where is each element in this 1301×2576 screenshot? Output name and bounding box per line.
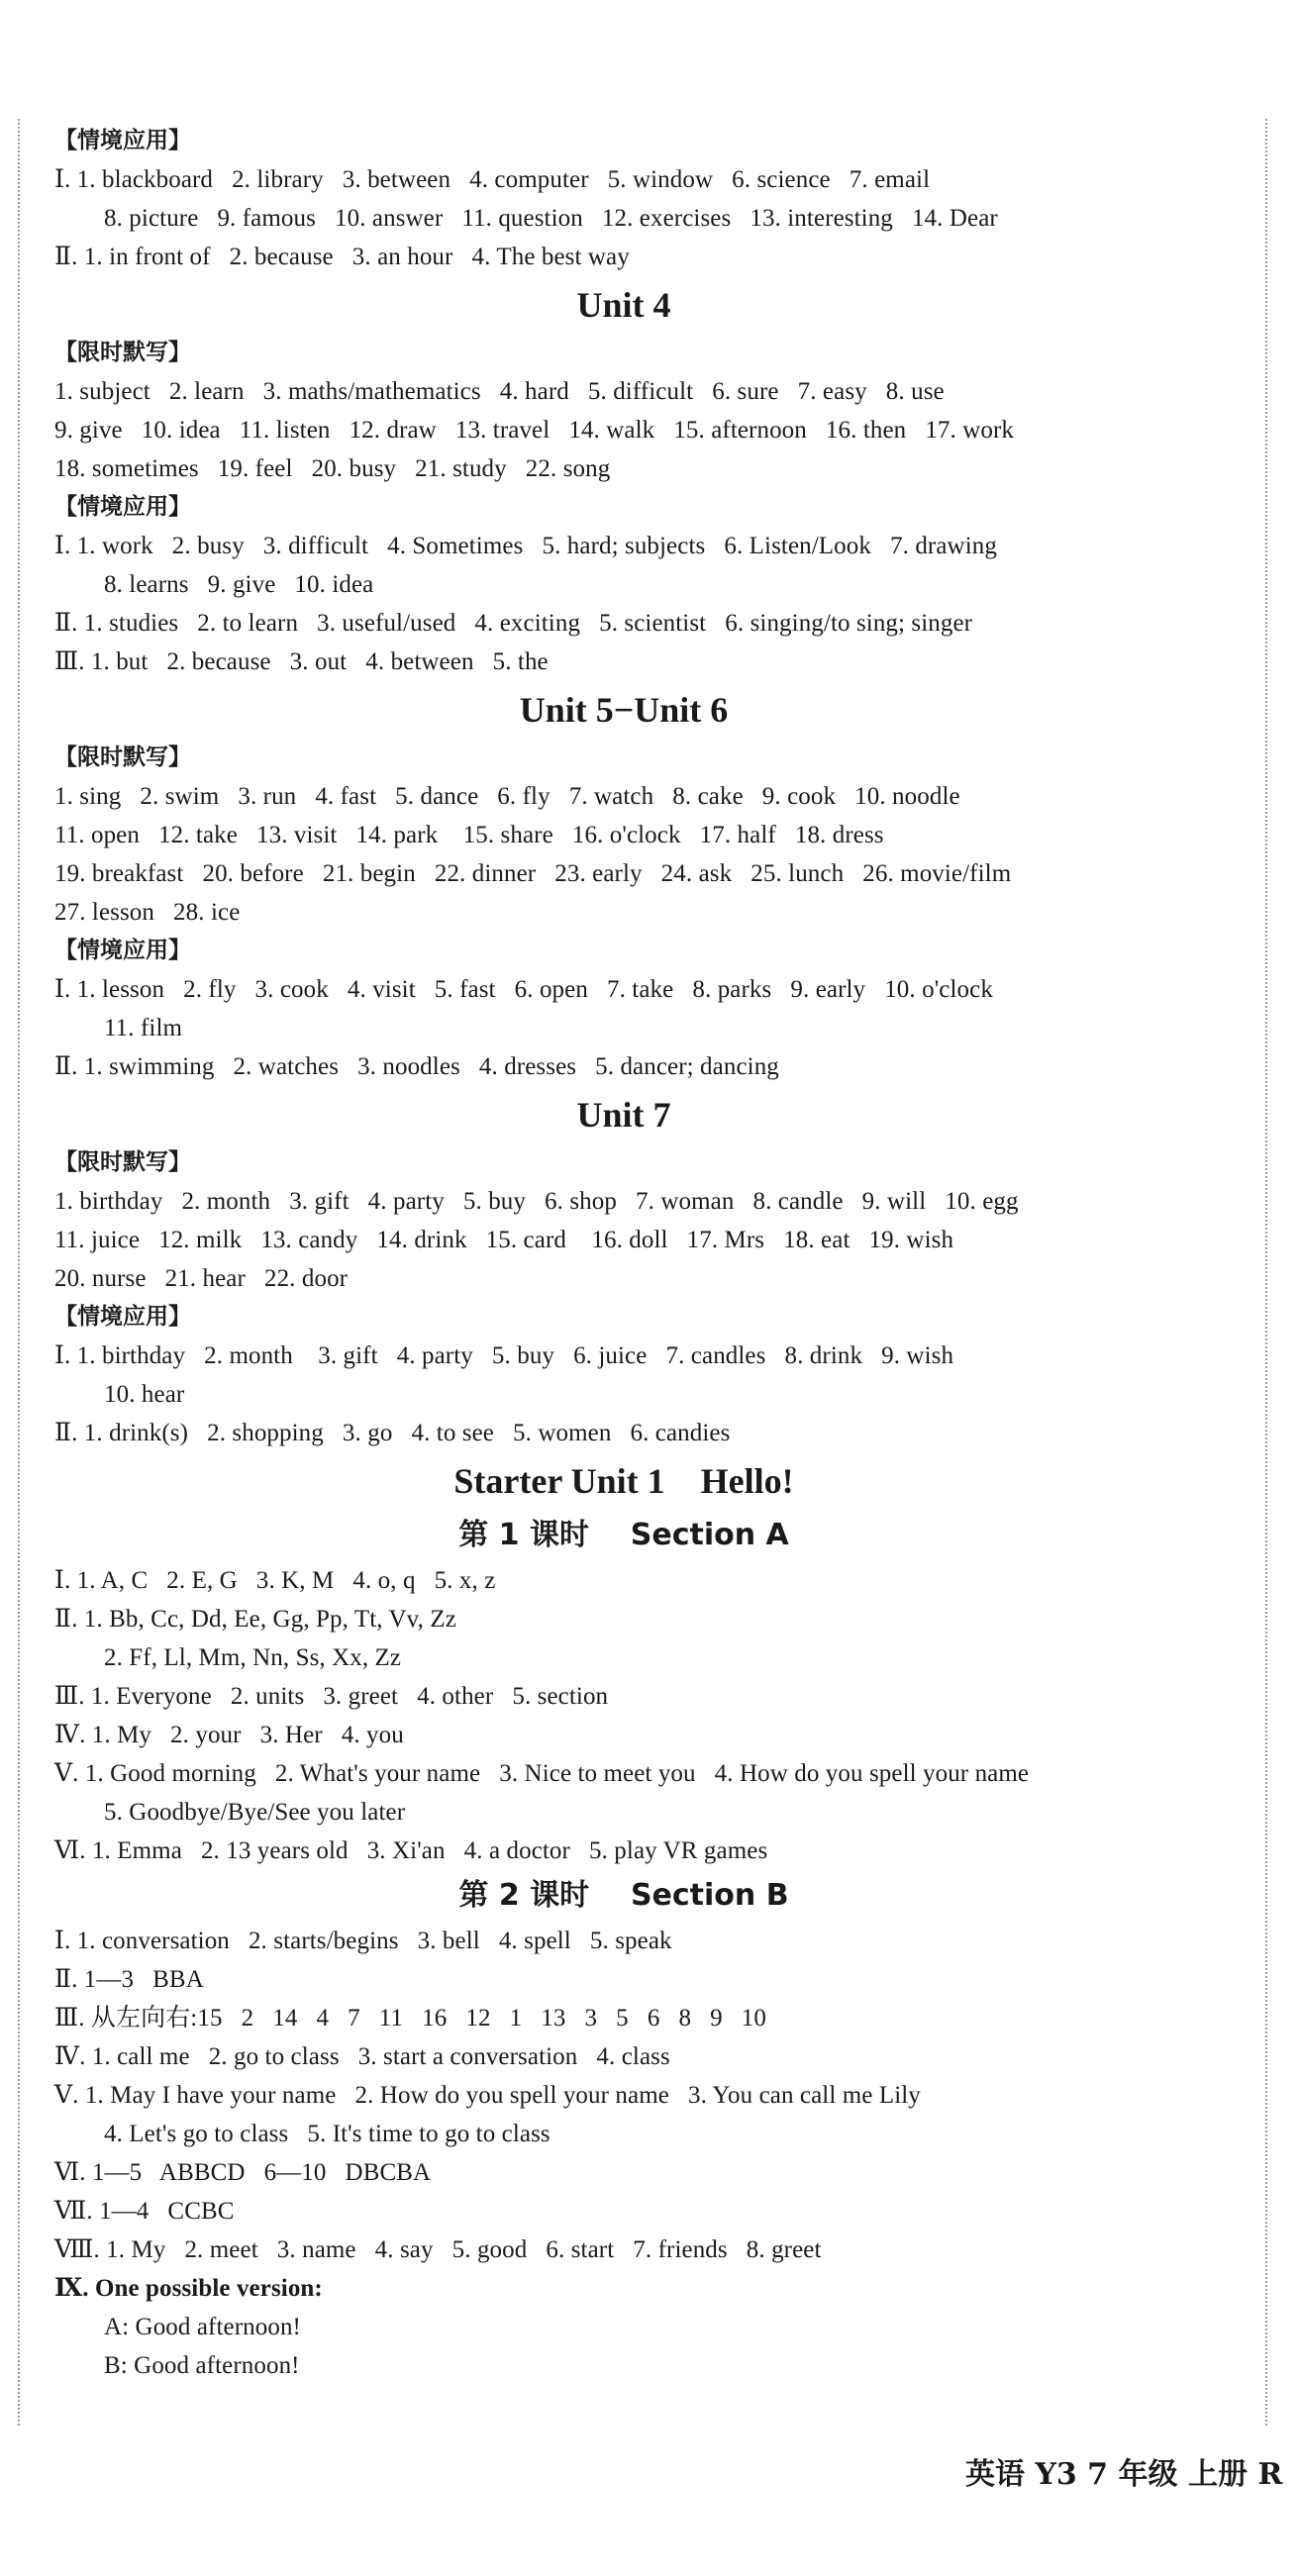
- right-margin-dotted-line: [1265, 119, 1267, 2426]
- answer-line: Ⅰ. 1. blackboard 2. library 3. between 4. computer 5. window 6. science 7. email: [54, 166, 931, 193]
- unit-heading: Unit 7: [576, 1095, 671, 1135]
- answer-line: Ⅱ. 1—3 BBA: [54, 1966, 204, 1993]
- answer-line: Ⅱ. 1. Bb, Cc, Dd, Ee, Gg, Pp, Tt, Vv, Zz: [54, 1606, 456, 1633]
- answer-line-continued: 10. hear: [104, 1381, 185, 1408]
- answer-line: Ⅱ. 1. studies 2. to learn 3. useful/used 4. exciting 5. scientist 6. singing/to sing; singer: [54, 610, 973, 637]
- answer-line-continued: 8. picture 9. famous 10. answer 11. question 12. exercises 13. interesting 14. Dear: [104, 205, 998, 232]
- answer-line: Ⅸ. One possible version:: [54, 2275, 323, 2302]
- section-label: 【情境应用】: [54, 128, 191, 153]
- answer-line: 11. open 12. take 13. visit 14. park 15. share 16. o'clock 17. half 18. dress: [54, 822, 884, 848]
- answer-line: Ⅷ. 1. My 2. meet 3. name 4. say 5. good 6. start 7. friends 8. greet: [54, 2236, 822, 2263]
- answer-line: Ⅱ. 1. drink(s) 2. shopping 3. go 4. to see 5. women 6. candies: [54, 1420, 731, 1446]
- answer-line: 27. lesson 28. ice: [54, 899, 241, 926]
- answer-line: Ⅲ. 1. Everyone 2. units 3. greet 4. other 5. section: [54, 1683, 609, 1710]
- answer-line: Ⅰ. 1. A, C 2. E, G 3. K, M 4. o, q 5. x, z: [54, 1567, 496, 1594]
- answer-line: Ⅰ. 1. birthday 2. month 3. gift 4. party 5. buy 6. juice 7. candles 8. drink 9. wish: [54, 1342, 954, 1369]
- lesson-heading: 第 1 课时 Section A: [458, 1518, 789, 1552]
- section-label: 【限时默写】: [54, 744, 191, 770]
- answer-line: Ⅲ. 从左向右:15 2 14 4 7 11 16 12 1 13 3 5 6 8 9 10: [54, 2005, 766, 2031]
- answer-line: 9. give 10. idea 11. listen 12. draw 13. travel 14. walk 15. afternoon 16. then 17. work: [54, 417, 1015, 444]
- section-label: 【情境应用】: [54, 938, 191, 963]
- answer-line: Ⅲ. 1. but 2. because 3. out 4. between 5. the: [54, 648, 549, 675]
- answer-content: [54, 122, 1262, 2385]
- answer-line-continued: 8. learns 9. give 10. idea: [104, 571, 374, 598]
- answer-line-continued: A: Good afternoon!: [104, 2314, 301, 2340]
- answer-line: 1. subject 2. learn 3. maths/mathematics 4. hard 5. difficult 6. sure 7. easy 8. use: [54, 378, 945, 405]
- answer-line: Ⅳ. 1. call me 2. go to class 3. start a conversation 4. class: [54, 2043, 670, 2070]
- section-label: 【情境应用】: [54, 494, 191, 520]
- answer-line: Ⅴ. 1. Good morning 2. What's your name 3. Nice to meet you 4. How do you spell your name: [54, 1760, 1030, 1787]
- answer-line-continued: 11. film: [104, 1015, 183, 1041]
- answer-line: 1. birthday 2. month 3. gift 4. party 5. buy 6. shop 7. woman 8. candle 9. will 10. egg: [54, 1188, 1019, 1215]
- answer-line: Ⅴ. 1. May I have your name 2. How do you spell your name 3. You can call me Lily: [54, 2082, 921, 2109]
- answer-line: 1. sing 2. swim 3. run 4. fast 5. dance 6. fly 7. watch 8. cake 9. cook 10. noodle: [54, 783, 960, 810]
- page-footer: 英语 Y3 7 年级 上册 R: [965, 2457, 1283, 2492]
- answer-line: Ⅱ. 1. in front of 2. because 3. an hour 4. The best way: [54, 244, 630, 270]
- section-label: 【限时默写】: [54, 340, 191, 365]
- answer-line: 19. breakfast 20. before 21. begin 22. dinner 23. early 24. ask 25. lunch 26. movie/film: [54, 860, 1012, 887]
- answer-line: Ⅰ. 1. conversation 2. starts/begins 3. bell 4. spell 5. speak: [54, 1928, 672, 1954]
- answer-line: 18. sometimes 19. feel 20. busy 21. study 22. song: [54, 455, 611, 482]
- lesson-heading: 第 2 课时 Section B: [458, 1878, 789, 1913]
- answer-line: Ⅵ. 1. Emma 2. 13 years old 3. Xi'an 4. a doctor 5. play VR games: [54, 1837, 768, 1864]
- answer-line-continued: B: Good afternoon!: [104, 2352, 300, 2379]
- answer-line-continued: 2. Ff, Ll, Mm, Nn, Ss, Xx, Zz: [104, 1644, 402, 1671]
- unit-heading: Unit 5−Unit 6: [519, 690, 729, 730]
- answer-line: Ⅰ. 1. lesson 2. fly 3. cook 4. visit 5. fast 6. open 7. take 8. parks 9. early 10. o'clock: [54, 976, 993, 1003]
- answer-line: Ⅶ. 1—4 CCBC: [54, 2198, 235, 2225]
- answer-line-continued: 4. Let's go to class 5. It's time to go to class: [104, 2121, 550, 2147]
- unit-heading: Starter Unit 1 Hello!: [453, 1461, 794, 1501]
- answer-line: 11. juice 12. milk 13. candy 14. drink 15. card 16. doll 17. Mrs 18. eat 19. wish: [54, 1227, 954, 1253]
- answer-line: Ⅵ. 1—5 ABBCD 6—10 DBCBA: [54, 2159, 432, 2186]
- answer-line: Ⅰ. 1. work 2. busy 3. difficult 4. Sometimes 5. hard; subjects 6. Listen/Look 7. drawing: [54, 533, 997, 559]
- unit-heading: Unit 4: [576, 285, 671, 325]
- answer-line-continued: 5. Goodbye/Bye/See you later: [104, 1799, 406, 1826]
- section-label: 【情境应用】: [54, 1304, 191, 1330]
- section-label: 【限时默写】: [54, 1149, 191, 1175]
- answer-line: Ⅱ. 1. swimming 2. watches 3. noodles 4. dresses 5. dancer; dancing: [54, 1053, 779, 1080]
- answer-line: 20. nurse 21. hear 22. door: [54, 1265, 349, 1292]
- left-margin-dotted-line: [18, 119, 20, 2426]
- answer-line: Ⅳ. 1. My 2. your 3. Her 4. you: [54, 1722, 404, 1748]
